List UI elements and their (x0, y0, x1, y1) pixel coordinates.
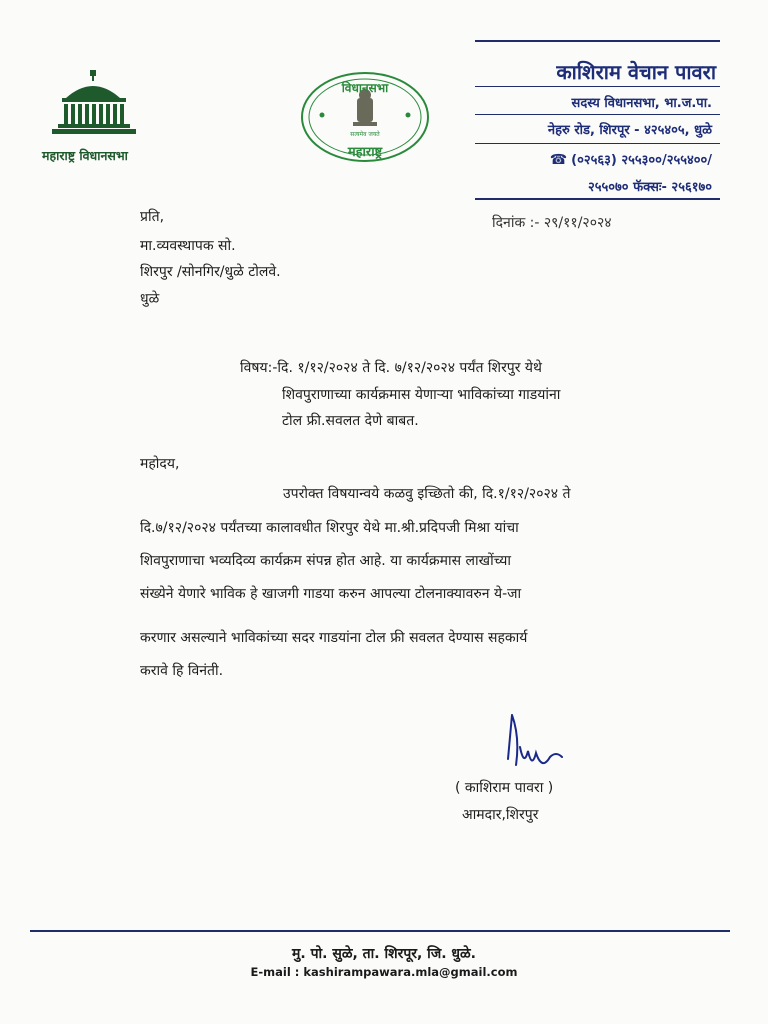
mla-address: नेहरु रोड, शिरपूर - ४२५४०५, धुळे (547, 123, 712, 138)
subject-line: टोल फ्री.सवलत देणे बाबत. (282, 413, 419, 429)
seal-motto: सत्यमेव जयते (350, 131, 380, 138)
telephone-icon: ☎ (549, 152, 568, 168)
letter-date: दिनांक :- २९/११/२०२४ (492, 215, 612, 231)
recipient-title: मा.व्यवस्थापक सो. (140, 238, 236, 254)
header-top-rule (475, 40, 720, 42)
body-line: शिवपुराणाचा भव्यदिव्य कार्यक्रम संपन्न होत आहे. या कार्यक्रमास लाखोंच्या (140, 553, 512, 569)
phone-line (550, 150, 712, 168)
fax-line: २५५०७० फॅक्सः- २५६१७० (587, 180, 712, 195)
signatory-designation: आमदार,शिरपुर (462, 807, 539, 823)
legislature-building-icon (48, 70, 140, 140)
recipient-city: धुळे (140, 291, 160, 307)
body-line: दि.७/१२/२०२४ पर्यंतच्या कालावधीत शिरपुर येथे मा.श्री.प्रदिपजी मिश्रा यांचा (140, 520, 519, 536)
seal-emblem-icon (298, 70, 438, 165)
seal-top-text: विधानसभा (341, 81, 389, 95)
handwritten-signature (498, 707, 568, 777)
footer-address: मु. पो. सुळे, ता. शिरपूर, जि. धुळे. (292, 946, 476, 962)
header-rule-1 (475, 86, 720, 87)
seal-bottom-text: महाराष्ट्र (347, 145, 383, 160)
phone-numbers: (०२५६३) २५५३००/२५५४००/ (571, 153, 712, 168)
header-rule-3 (475, 143, 720, 144)
body-line: संख्येने येणारे भाविक हे खाजगी गाडया करुन आपल्या टोलनाक्यावरुन ये-जा (140, 586, 522, 602)
mla-name: काशिराम वेचान पावरा (556, 60, 716, 84)
assembly-logo (40, 70, 160, 165)
recipient-prefix: प्रति, (140, 209, 165, 225)
subject-line: विषय:-दि. १/१२/२०२४ ते दि. ७/१२/२०२४ पर्यंत शिरपुर येथे (240, 360, 542, 376)
header-rule-2 (475, 114, 720, 115)
footer-email: E-mail : kashirampawara.mla@gmail.com (250, 965, 518, 979)
footer-rule (30, 930, 730, 932)
vidhan-sabha-seal (298, 70, 438, 165)
mla-designation: सदस्य विधानसभा, भा.ज.पा. (571, 96, 712, 111)
assembly-logo-caption: महाराष्ट्र विधानसभा (42, 148, 128, 163)
subject-line: शिवपुराणाच्या कार्यक्रमास येणाऱ्या भाविकांच्या गाडयांना (282, 387, 561, 403)
recipient-organization: शिरपुर /सोनगिर/धुळे टोलवे. (140, 264, 281, 280)
salutation: महोदय, (140, 456, 180, 472)
body-line: उपरोक्त विषयान्वये कळवु इच्छितो की, दि.१/१२/२०२४ ते (283, 486, 571, 502)
body-line: करावे हि विनंती. (140, 663, 224, 679)
body-line: करणार असल्याने भाविकांच्या सदर गाडयांना टोल फ्री सवलत देण्यास सहकार्य (140, 630, 528, 646)
header-bottom-rule (475, 198, 720, 200)
signatory-name: ( काशिराम पावरा ) (455, 780, 554, 796)
